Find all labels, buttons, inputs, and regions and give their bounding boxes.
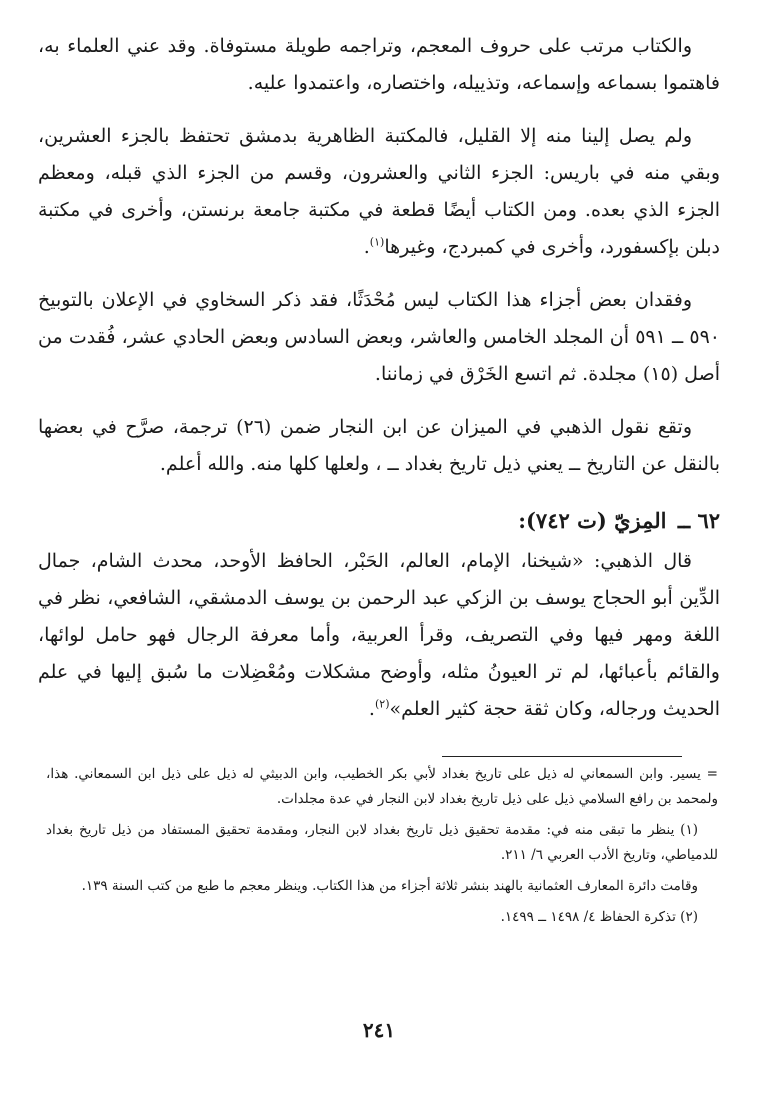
section-heading (38, 501, 720, 541)
section-title: المِزيّ (ت ٧٤٢): (518, 508, 667, 533)
footnote-reference-2[interactable]: (٢) (374, 697, 390, 711)
footnote-continued: = يسير. وابن السمعاني له ذيل على تاريخ بغداد لأبي بكر الخطيب، وابن الدبيثي له ذيل على ذيل ابن السمعاني. هذا، ولمحمد بن رافع السلامي ذيل على ذيل تاريخ بغداد لابن النجار في عدة مجلدات. (46, 766, 718, 807)
paragraph-mizzi-biography (38, 543, 720, 728)
footnote-1-continued: وقامت دائرة المعارف العثمانية بالهند بنشر ثلاثة أجزاء من هذا الكتاب. وينظر معجم ما طبع من كتب السنة ١٣٩. (81, 878, 698, 894)
paragraph-surviving-parts-text: ولم يصل إلينا منه إلا القليل، فالمكتبة الظاهرية بدمشق تحتفظ بالجزء العشرين، وبقي منه في باريس: الجزء الثاني والعشرون، وقسم من الجزء الذي قبله، ومعظم الجزء الذي بعده. ومن الكتاب أيضًا قطعة في مكتبة جامعة برنستن، وأخرى في مكتبة دبلن بإكسفورد، وأخرى في كمبردج، وغيرها (38, 125, 720, 258)
footnote-1: (١) ينظر ما تبقى منه في: مقدمة تحقيق ذيل تاريخ بغداد لابن النجار، ومقدمة تحقيق المستفاد من ذيل تاريخ بغداد للدمياطي، وتاريخ الأدب العربي ٦/ ٢١١. (46, 822, 718, 863)
page-number: ٢٤١ (362, 1018, 396, 1042)
footnotes (46, 762, 718, 930)
paragraph-surviving-parts (38, 118, 720, 266)
footnote-separator (442, 756, 682, 757)
page-body (38, 28, 720, 728)
footnote-reference-1[interactable]: (١) (369, 235, 385, 249)
paragraph-mizzi-text: قال الذهبي: «شيخنا، الإمام، العالم، الحَبْر، الحافظ الأوحد، محدث الشام، جمال الدِّين أبو الحجاج يوسف بن الزكي عبد الرحمن بن يوسف الدمشقي، الشافعي، نظر في اللغة ومهر فيها وفي التصريف، وقرأ العربية، وأما معرفة الرجال فهو حامل لوائها، والقائم بأعبائها، لم تر العيونُ مثله، وأوضح مشكلات ومُعْضِلات ما سُبق إليها في علم الحديث ورجاله، وكان ثقة حجة كثير العلم» (38, 550, 720, 720)
paragraph-book-arrangement: والكتاب مرتب على حروف المعجم، وتراجمه طويلة مستوفاة. وقد عني العلماء به، فاهتموا بسماعه وإسماعه، وتذييله، واختصاره، واعتمدوا عليه. (38, 35, 720, 94)
paragraph-lost-parts: وفقدان بعض أجزاء هذا الكتاب ليس مُحْدَثًا، فقد ذكر السخاوي في الإعلان بالتوبيخ ٥٩٠ ــ ٥٩١ أن المجلد الخامس والعاشر، وبعض السادس وبعض الحادي عشر، فُقدت من أصل (١٥) مجلدة. ثم اتسع الخَرْق في زماننا. (38, 289, 721, 385)
paragraph-dhahabi-citations: وتقع نقول الذهبي في الميزان عن ابن النجار ضمن (٢٦) ترجمة، صرَّح في بعضها بالنقل عن التاريخ ــ يعني ذيل تاريخ بغداد ــ ، ولعلها كلها منه. والله أعلم. (38, 416, 720, 475)
paragraph-surviving-parts-end: . (363, 236, 370, 258)
section-number: ٦٢ ــ (677, 508, 720, 533)
footnote-2: (٢) تذكرة الحفاظ ٤/ ١٤٩٨ ــ ١٤٩٩. (500, 909, 698, 925)
paragraph-mizzi-end: . (368, 698, 375, 720)
